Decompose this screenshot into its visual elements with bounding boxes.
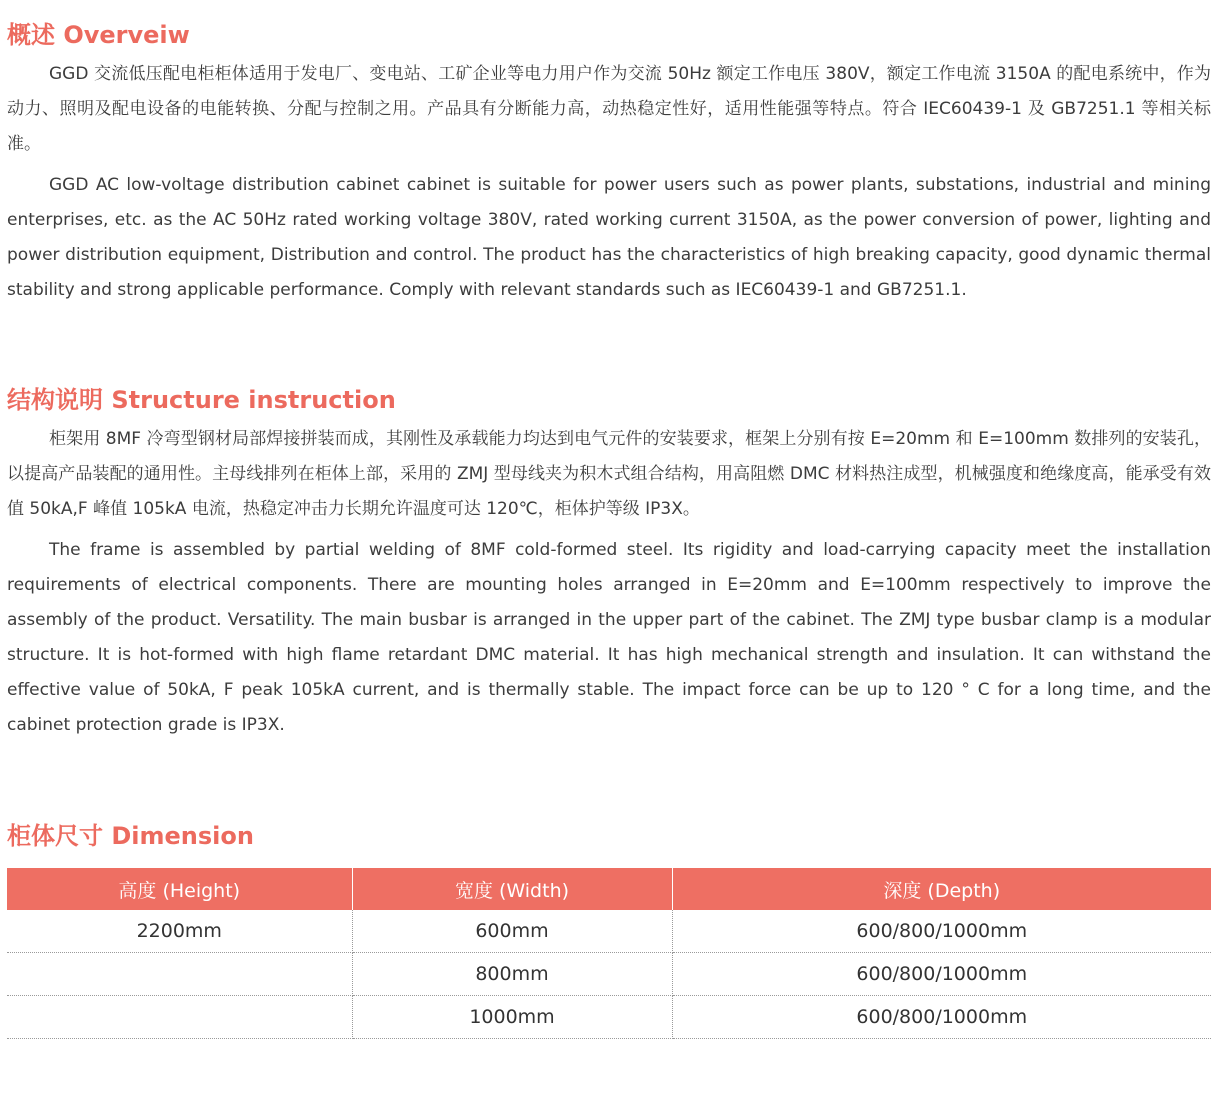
- dimension-table: [7, 868, 1211, 1039]
- header-height: 高度 (Height): [7, 868, 352, 910]
- table-row: [7, 996, 1211, 1039]
- structure-title: 结构说明 Structure instruction: [7, 386, 396, 414]
- structure-paragraph-zh: 柜架用 8MF 冷弯型钢材局部焊接拼装而成，其刚性及承载能力均达到电气元件的安装要求，框架上分别有按 E=20mm 和 E=100mm 数排列的安装孔，以提高产品装配的通用性。主母线排列在柜体上部，采用的 ZMJ 型母线夹为积木式组合结构，用高阻燃 DMC 材料热注成型，机械强度和绝缘度高，能承受有效值 50kA,F 峰值 105kA 电流，热稳定冲击力长期允许温度可达 120℃，柜体护等级 IP3X。: [7, 429, 1211, 519]
- overview-paragraph-en: GGD AC low-voltage distribution cabinet cabinet is suitable for power users such as power plants, substations, industrial and mining enterprises, etc. as the AC 50Hz rated working voltage 380V, rated working current 3150A, as the power conversion of power, lighting and power distribution equipment, Distribution and control. The product has the characteristics of high breaking capacity, good dynamic thermal stability and strong applicable performance. Comply with relevant standards such as IEC60439-1 and GB7251.1.: [7, 175, 1211, 300]
- dimension-header-row: [7, 868, 1211, 910]
- cell-height: 2200mm: [7, 910, 352, 953]
- overview-title: 概述 Overveiw: [7, 21, 190, 49]
- overview-paragraph-zh: GGD 交流低压配电柜柜体适用于发电厂、变电站、工矿企业等电力用户作为交流 50Hz 额定工作电压 380V，额定工作电流 3150A 的配电系统中，作为动力、照明及配电设备的电能转换、分配与控制之用。产品具有分断能力高，动热稳定性好，适用性能强等特点。符合 IEC60439-1 及 GB7251.1 等相关标准。: [7, 64, 1211, 154]
- cell-height: [7, 996, 352, 1039]
- table-row: [7, 910, 1211, 953]
- cell-depth: 600/800/1000mm: [672, 953, 1211, 996]
- cell-width: 1000mm: [352, 996, 672, 1039]
- dimension-title: 柜体尺寸 Dimension: [7, 822, 254, 850]
- cell-depth: 600/800/1000mm: [672, 996, 1211, 1039]
- header-depth: 深度 (Depth): [672, 868, 1211, 910]
- cell-width: 800mm: [352, 953, 672, 996]
- cell-height: [7, 953, 352, 996]
- structure-paragraph-en: The frame is assembled by partial welding of 8MF cold-formed steel. Its rigidity and load-carrying capacity meet the installation requirements of electrical components. There are mounting holes arranged in E=20mm and E=100mm respectively to improve the assembly of the product. Versatility. The main busbar is arranged in the upper part of the cabinet. The ZMJ type busbar clamp is a modular structure. It is hot-formed with high flame retardant DMC material. It has high mechanical strength and insulation. It can withstand the effective value of 50kA, F peak 105kA current, and is thermally stable. The impact force can be up to 120 ° C for a long time, and the cabinet protection grade is IP3X.: [7, 540, 1211, 735]
- table-row: [7, 953, 1211, 996]
- overview-body: [7, 57, 1211, 308]
- structure-body: [7, 422, 1211, 743]
- header-width: 宽度 (Width): [352, 868, 672, 910]
- cell-depth: 600/800/1000mm: [672, 910, 1211, 953]
- cell-width: 600mm: [352, 910, 672, 953]
